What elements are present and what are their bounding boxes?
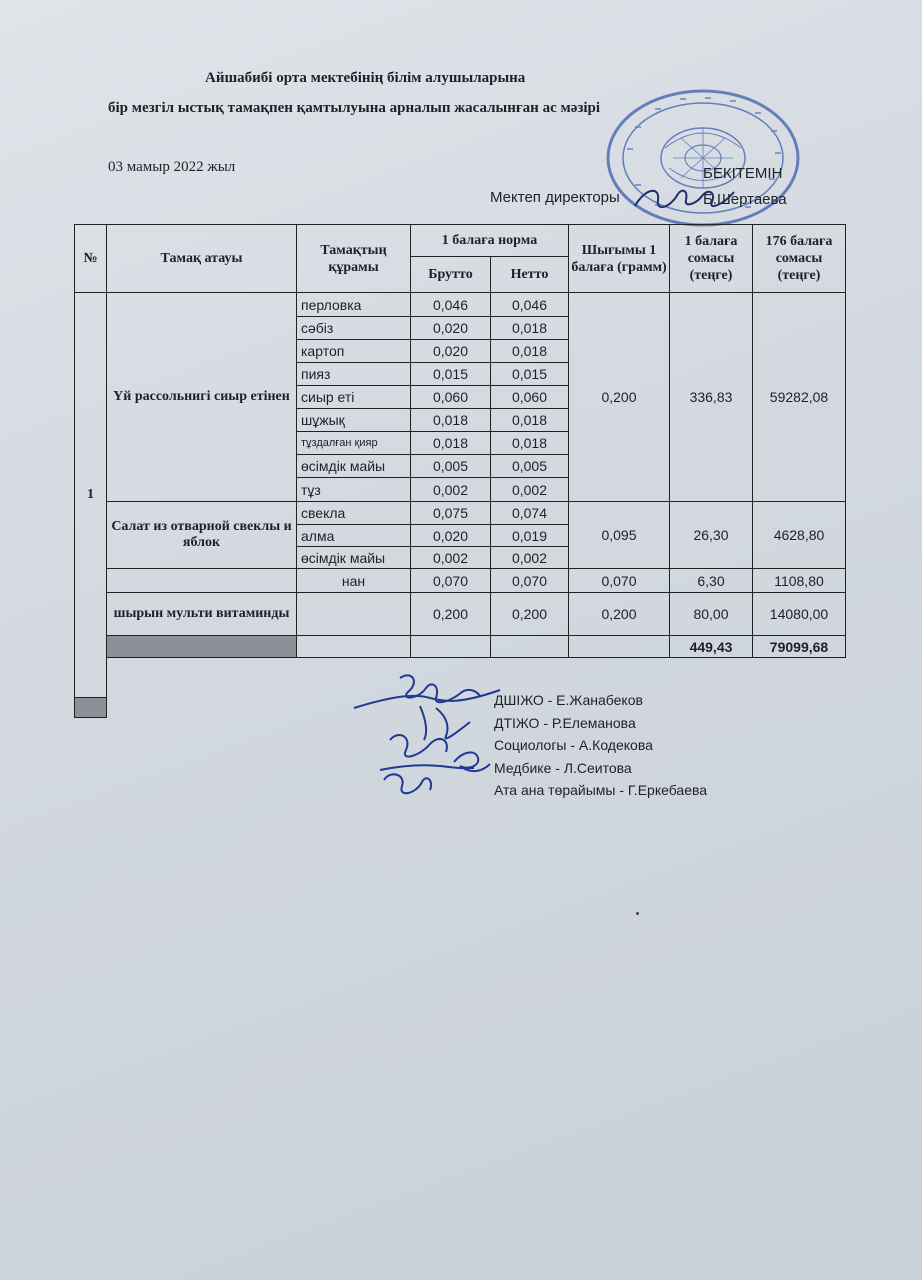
ingredient-netto: 0,018 [491, 432, 569, 455]
dish-cost-one: 26,30 [670, 502, 753, 569]
total-row [75, 636, 846, 658]
ingredient-brutto: 0,015 [411, 363, 491, 386]
signer-1: ДШІЖО - Е.Жанабеков [494, 692, 643, 708]
header-composition: Тамақтың құрамы [297, 225, 411, 293]
dish-yield: 0,095 [569, 502, 670, 569]
ingredient-netto: 0,018 [491, 409, 569, 432]
dish-cost-all: 59282,08 [753, 293, 846, 502]
ingredient-brutto: 0,018 [411, 409, 491, 432]
title-line-1: Айшабибі орта мектебінің білім алушыларына [205, 70, 526, 86]
juice-cost-all: 14080,00 [753, 593, 846, 636]
table-row [75, 593, 846, 636]
ingredient-netto: 0,002 [491, 547, 569, 569]
row-number: 1 [75, 293, 107, 698]
bread-yield: 0,070 [569, 569, 670, 593]
dish-cost-one: 336,83 [670, 293, 753, 502]
gray-cell [75, 698, 107, 718]
ingredient-brutto: 0,018 [411, 432, 491, 455]
ingredient-name: свекла [297, 502, 411, 525]
ingredient-brutto: 0,020 [411, 317, 491, 340]
ingredient-name: шұжық [297, 409, 411, 432]
commission-signatures-icon [350, 670, 510, 805]
ingredient-netto: 0,060 [491, 386, 569, 409]
header-cost-all: 176 балаға сомасы (теңге) [753, 225, 846, 293]
ingredient-netto: 0,019 [491, 525, 569, 547]
ingredient-brutto: 0,075 [411, 502, 491, 525]
juice-name: шырын мульти витаминды [107, 593, 297, 636]
empty-cell [411, 636, 491, 658]
header-dish: Тамақ атауы [107, 225, 297, 293]
juice-cost-one: 80,00 [670, 593, 753, 636]
ingredient-brutto: 0,020 [411, 340, 491, 363]
table-row [75, 569, 846, 593]
ingredient-brutto: 0,005 [411, 455, 491, 478]
dish-name: Үй рассольнигі сиыр етінен [107, 293, 297, 502]
title-line-2: бір мезгіл ыстық тамақпен қамтылуына арналып жасалынған ас мәзірі [108, 100, 601, 116]
dish-cost-all: 4628,80 [753, 502, 846, 569]
ingredient-brutto: 0,020 [411, 525, 491, 547]
bread-netto: 0,070 [491, 569, 569, 593]
header-yield: Шығымы 1 балаға (грамм) [569, 225, 670, 293]
ingredient-name: өсімдік майы [297, 547, 411, 569]
total-label-cell [107, 636, 297, 658]
empty-cell [107, 569, 297, 593]
ingredient-name: сәбіз [297, 317, 411, 340]
juice-yield: 0,200 [569, 593, 670, 636]
empty-cell [491, 636, 569, 658]
ingredient-netto: 0,046 [491, 293, 569, 317]
ingredient-brutto: 0,046 [411, 293, 491, 317]
ingredient-netto: 0,018 [491, 340, 569, 363]
ingredient-name: өсімдік майы [297, 455, 411, 478]
table-row [75, 502, 846, 525]
approve-label: БЕКІТЕМІН [703, 165, 783, 182]
director-signature-icon [630, 178, 740, 218]
empty-cell [569, 636, 670, 658]
empty-cell [297, 636, 411, 658]
dish-yield: 0,200 [569, 293, 670, 502]
ingredient-name: тұз [297, 478, 411, 502]
ingredient-netto: 0,018 [491, 317, 569, 340]
table-row [75, 293, 846, 317]
director-name: Б.Шертаева [703, 191, 787, 208]
ingredient-name: пияз [297, 363, 411, 386]
ingredient-netto: 0,002 [491, 478, 569, 502]
signer-5: Ата ана төрайымы - Г.Еркебаева [494, 782, 708, 798]
total-cost-one: 449,43 [670, 636, 753, 658]
signer-3: Социологы - А.Кодекова [494, 737, 653, 753]
ingredient-name: сиыр еті [297, 386, 411, 409]
menu-table [74, 224, 846, 718]
header-cost-one: 1 балаға сомасы (теңге) [670, 225, 753, 293]
bread-name: нан [297, 569, 411, 593]
ingredient-name: картоп [297, 340, 411, 363]
header-no: № [75, 225, 107, 293]
bread-brutto: 0,070 [411, 569, 491, 593]
ingredient-netto: 0,015 [491, 363, 569, 386]
ingredient-name: алма [297, 525, 411, 547]
bread-cost-all: 1108,80 [753, 569, 846, 593]
header-brutto: Брутто [411, 257, 491, 293]
dish-name: Салат из отварной свеклы и яблок [107, 502, 297, 569]
juice-netto: 0,200 [491, 593, 569, 636]
signer-4: Медбике - Л.Сеитова [494, 759, 632, 776]
signer-2: ДТІЖО - Р.Елеманова [494, 714, 636, 731]
document-date: 03 мамыр 2022 жыл [108, 159, 236, 175]
ingredient-netto: 0,074 [491, 502, 569, 525]
total-cost-all: 79099,68 [753, 636, 846, 658]
ingredient-netto: 0,005 [491, 455, 569, 478]
ingredient-brutto: 0,002 [411, 478, 491, 502]
ingredient-name: тұздалған қияр [297, 432, 411, 455]
header-norm: 1 балаға норма [411, 225, 569, 257]
speck [636, 912, 639, 915]
ingredient-brutto: 0,002 [411, 547, 491, 569]
ingredient-brutto: 0,060 [411, 386, 491, 409]
empty-cell [297, 593, 411, 636]
director-label: Мектеп директоры [490, 189, 620, 206]
juice-brutto: 0,200 [411, 593, 491, 636]
bread-cost-one: 6,30 [670, 569, 753, 593]
header-netto: Нетто [491, 257, 569, 293]
ingredient-name: перловка [297, 293, 411, 317]
signers-list [494, 689, 707, 802]
